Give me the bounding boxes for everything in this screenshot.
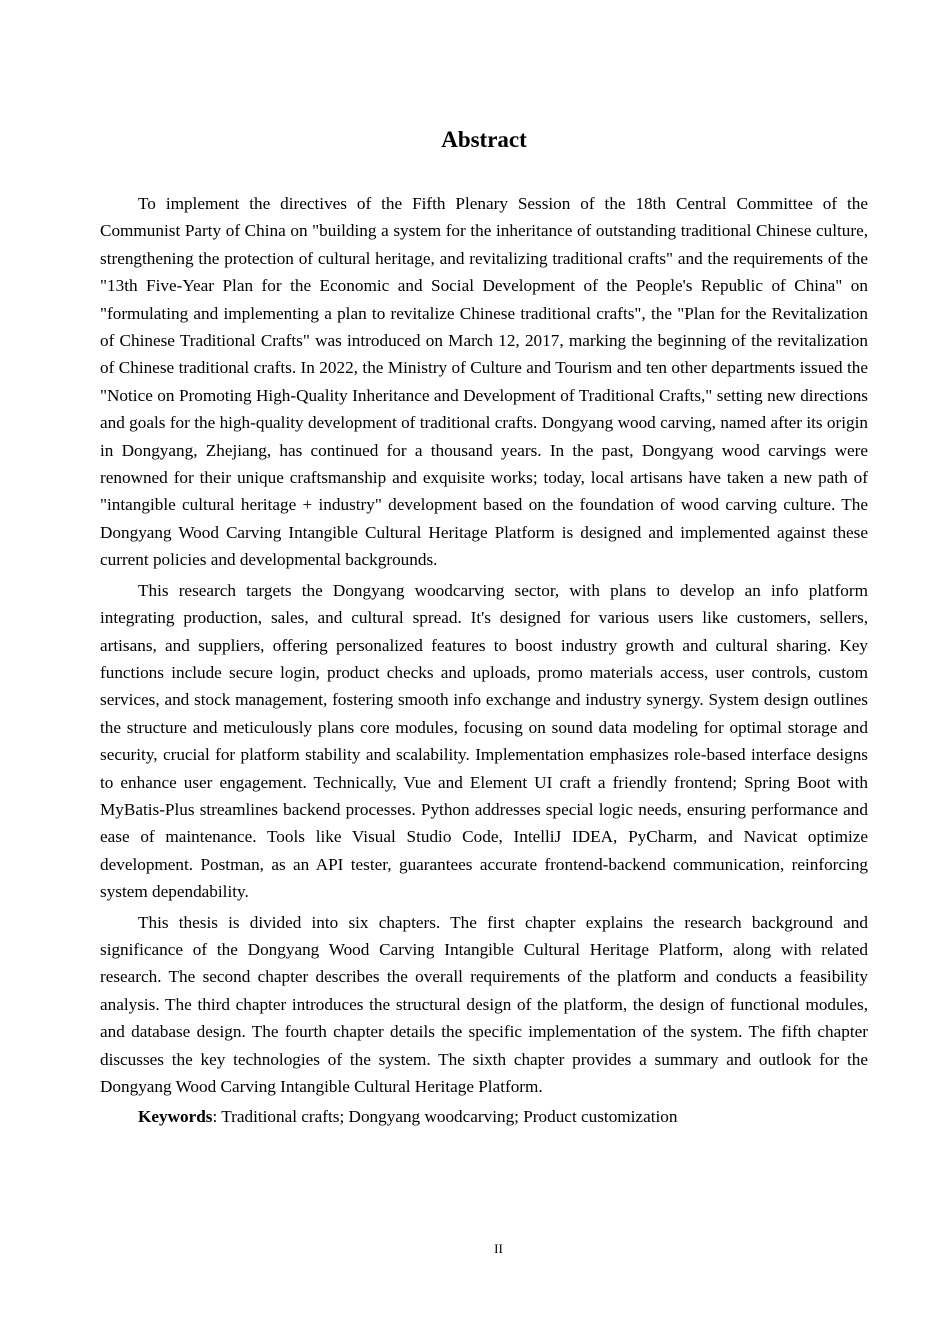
abstract-paragraph-1: To implement the directives of the Fifth Plenary Session of the 18th Central Committee of the Communist Party of China on "building a system for the inheritance of outstanding traditional Chinese culture, strengthening the protection of cultural heritage, and revitalizing traditional crafts" and the requirements of the "13th Five-Year Plan for the Economic and Social Development of the People's Republic of China" on "formulating and implementing a plan to revitalize Chinese traditional crafts", the "Plan for the Revitalization of Chinese Traditional Crafts" was introduced on March 12, 2017, marking the beginning of the revitalization of Chinese traditional crafts. In 2022, the Ministry of Culture and Tourism and ten other departments issued the "Notice on Promoting High-Quality Inheritance and Development of Traditional Crafts," setting new directions and goals for the high-quality development of traditional crafts. Dongyang wood carving, named after its origin in Dongyang, Zhejiang, has continued for a thousand years. In the past, Dongyang wood carvings were renowned for their unique craftsmanship and exquisite works; today, local artisans have taken a new path of "intangible cultural heritage + industry" development based on the foundation of wood carving culture. The Dongyang Wood Carving Intangible Cultural Heritage Platform is designed and implemented against these current policies and developmental backgrounds. — [100, 194, 868, 570]
abstract-title: Abstract — [441, 127, 527, 152]
abstract-body — [100, 190, 868, 1131]
keywords-label: Keywords — [138, 1107, 213, 1127]
page-number: II — [494, 1241, 503, 1256]
keywords-separator: : — [212, 1107, 222, 1127]
keywords-line — [100, 1103, 868, 1130]
keywords-value: Traditional crafts; Dongyang woodcarving; Product customization — [221, 1107, 678, 1127]
abstract-paragraph-2: This research targets the Dongyang woodcarving sector, with plans to develop an info platform integrating production, sales, and cultural spread. It's designed for various users like customers, sellers, artisans, and suppliers, offering personalized features to boost industry growth and cultural sharing. Key functions include secure login, product checks and uploads, promo materials access, user controls, custom services, and stock management, fostering smooth info exchange and industry synergy. System design outlines the structure and meticulously plans core modules, focusing on sound data modeling for optimal storage and security, crucial for platform stability and scalability. Implementation emphasizes role-based interface designs to enhance user engagement. Technically, Vue and Element UI craft a friendly frontend; Spring Boot with MyBatis-Plus streamlines backend processes. Python addresses special logic needs, ensuring performance and ease of maintenance. Tools like Visual Studio Code, IntelliJ IDEA, PyCharm, and Navicat optimize development. Postman, as an API tester, guarantees accurate frontend-backend communication, reinforcing system dependability. — [100, 580, 868, 902]
abstract-paragraph-3: This thesis is divided into six chapters. The first chapter explains the research background and significance of the Dongyang Wood Carving Intangible Cultural Heritage Platform, along with related research. The second chapter describes the overall requirements of the platform and conducts a feasibility analysis. The third chapter introduces the structural design of the platform, the design of functional modules, and database design. The fourth chapter details the specific implementation of the system. The fifth chapter discusses the key technologies of the system. The sixth chapter provides a summary and outlook for the Dongyang Wood Carving Intangible Cultural Heritage Platform. — [100, 912, 868, 1096]
